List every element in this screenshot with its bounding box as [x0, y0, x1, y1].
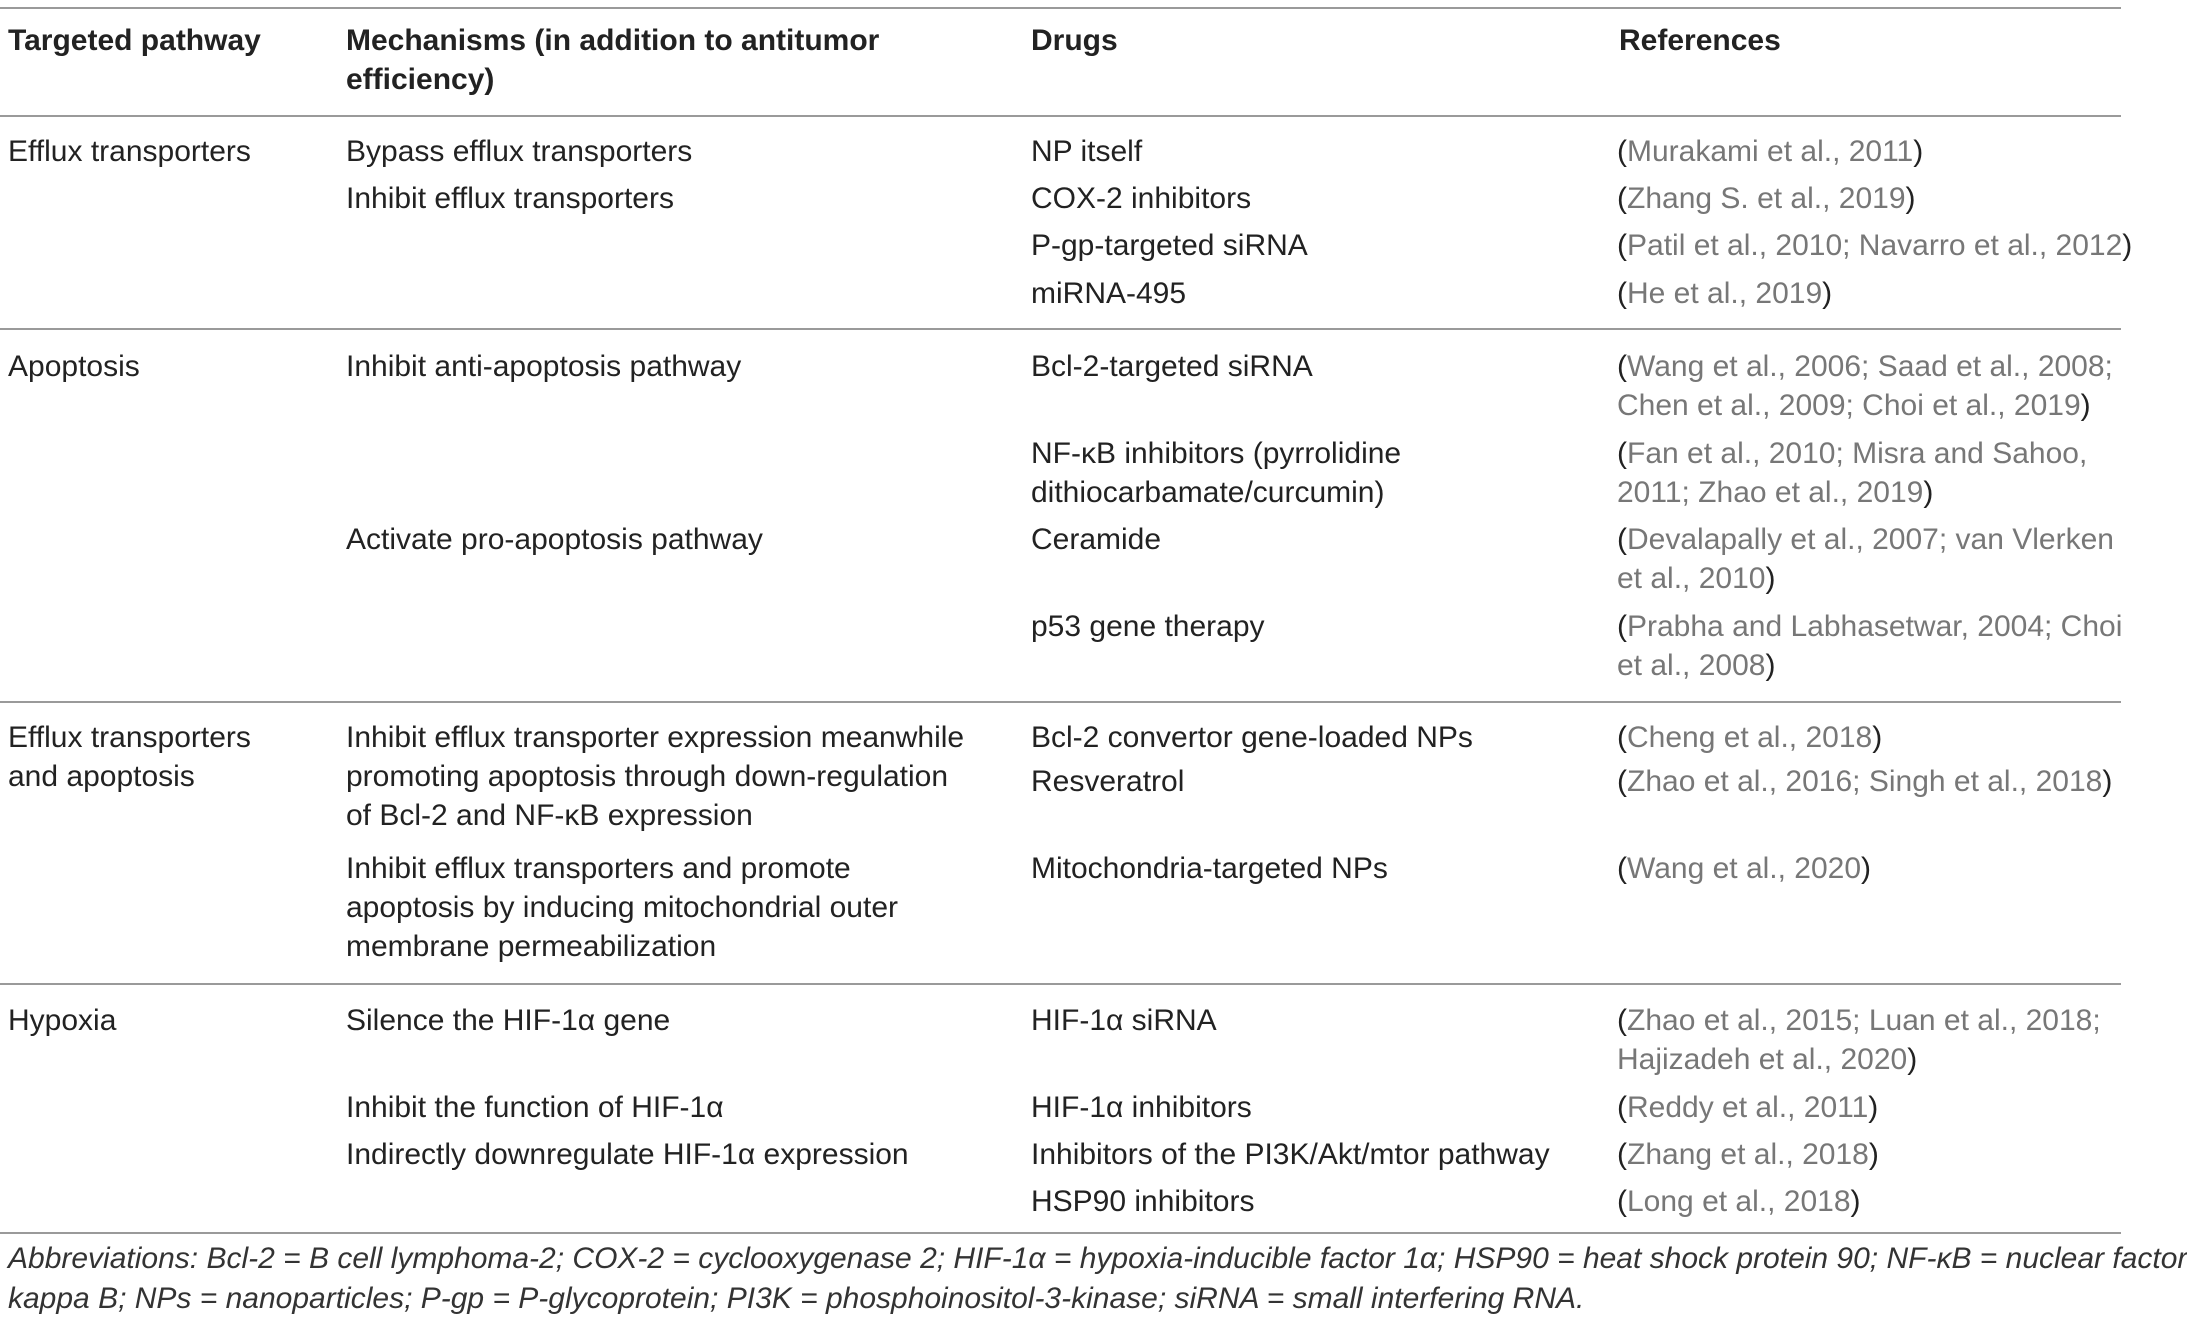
- cell-line: Efflux transporters: [8, 721, 251, 754]
- reference-cell: [1617, 762, 2112, 801]
- pathway-cell: [8, 347, 140, 386]
- cell-line: (Zhang S. et al., 2019): [1617, 182, 1916, 215]
- cell-line: and apoptosis: [8, 760, 195, 793]
- reference-cell: [1617, 179, 1916, 218]
- drug-cell: [1031, 718, 1473, 757]
- group-divider-hypoxia: [0, 983, 2121, 985]
- drug-cell: [1031, 1135, 1550, 1174]
- cell-line: Inhibit efflux transporters: [346, 182, 674, 215]
- cell-line: Bcl-2 convertor gene-loaded NPs: [1031, 721, 1473, 754]
- cell-line: et al., 2010): [1617, 562, 1776, 595]
- pathway-cell: [8, 718, 251, 796]
- cell-line: Hypoxia: [8, 1004, 117, 1037]
- header-bottom-rule: [0, 115, 2121, 117]
- drug-cell: [1031, 607, 1265, 646]
- cell-line: Inhibit anti-apoptosis pathway: [346, 350, 742, 383]
- table-bottom-rule: [0, 1232, 2121, 1234]
- mechanism-cell: [346, 1135, 909, 1174]
- cell-line: (Wang et al., 2006; Saad et al., 2008;: [1617, 350, 2113, 383]
- cell-line: Indirectly downregulate HIF-1α expression: [346, 1138, 909, 1171]
- drug-cell: [1031, 520, 1161, 559]
- cell-line: miRNA-495: [1031, 277, 1187, 310]
- reference-cell: [1617, 1182, 1861, 1221]
- cell-line: Resveratrol: [1031, 765, 1185, 798]
- reference-cell: [1617, 849, 1871, 888]
- cell-line: (Zhao et al., 2015; Luan et al., 2018;: [1617, 1004, 2101, 1037]
- header-mechanisms-line-2: efficiency): [346, 63, 495, 96]
- cell-line: (Long et al., 2018): [1617, 1185, 1861, 1218]
- mechanism-cell: [346, 179, 674, 218]
- table-top-rule: [0, 7, 2121, 9]
- header-mechanisms-line-1: Mechanisms (in addition to antitumor: [346, 24, 880, 57]
- reference-cell: [1617, 520, 2114, 598]
- cell-line: promoting apoptosis through down-regulation: [346, 760, 949, 793]
- drug-cell: [1031, 1182, 1254, 1221]
- drug-cell: [1031, 1001, 1217, 1040]
- cell-line: Hajizadeh et al., 2020): [1617, 1043, 1918, 1076]
- footnote-line-1: Abbreviations: Bcl-2 = B cell lymphoma-2; COX-2 = cyclooxygenase 2; HIF-1α = hypoxia-inducible factor 1α; HSP90 = heat shock protein 90; NF-κB = nuclear factor: [8, 1242, 2187, 1275]
- drug-cell: [1031, 226, 1308, 265]
- cell-line: (Zhang et al., 2018): [1617, 1138, 1879, 1171]
- cell-line: COX-2 inhibitors: [1031, 182, 1252, 215]
- cell-line: et al., 2008): [1617, 649, 1776, 682]
- drug-cell: [1031, 347, 1313, 386]
- cell-line: Bcl-2-targeted siRNA: [1031, 350, 1313, 383]
- reference-cell: [1617, 132, 1923, 171]
- reference-cell: [1617, 347, 2113, 425]
- drug-cell: [1031, 274, 1186, 313]
- reference-cell: [1617, 1088, 1878, 1127]
- cell-line: (Prabha and Labhasetwar, 2004; Choi: [1617, 610, 2123, 643]
- drug-cell: [1031, 1088, 1252, 1127]
- header-references: References: [1619, 24, 1781, 57]
- drug-cell: [1031, 179, 1251, 218]
- cell-line: P-gp-targeted siRNA: [1031, 229, 1308, 262]
- cell-line: Inhibit efflux transporters and promote: [346, 852, 851, 885]
- cell-line: Chen et al., 2009; Choi et al., 2019): [1617, 389, 2091, 422]
- header-targeted-pathway: Targeted pathway: [8, 24, 261, 57]
- cell-line: (Wang et al., 2020): [1617, 852, 1872, 885]
- cell-line: Inhibitors of the PI3K/Akt/mtor pathway: [1031, 1138, 1550, 1171]
- drug-cell: [1031, 132, 1142, 171]
- reference-cell: [1617, 1135, 1879, 1174]
- cell-line: (Murakami et al., 2011): [1617, 135, 1924, 168]
- abbreviations-footnote: [8, 1239, 2187, 1319]
- cell-line: Activate pro-apoptosis pathway: [346, 523, 763, 556]
- reference-cell: [1617, 607, 2122, 685]
- cell-line: HIF-1α siRNA: [1031, 1004, 1217, 1037]
- reference-cell: [1617, 274, 1832, 313]
- mechanism-cell: [346, 520, 763, 559]
- cell-line: HSP90 inhibitors: [1031, 1185, 1255, 1218]
- cell-line: apoptosis by inducing mitochondrial outer: [346, 891, 898, 924]
- cell-line: HIF-1α inhibitors: [1031, 1091, 1252, 1124]
- cell-line: NF-κB inhibitors (pyrrolidine: [1031, 437, 1402, 470]
- footnote-line-2: kappa B; NPs = nanoparticles; P-gp = P-glycoprotein; PI3K = phosphoinositol-3-kinase; siRNA = small interfering RNA.: [8, 1282, 1585, 1315]
- group-divider-efflux-apoptosis: [0, 701, 2121, 703]
- cell-line: (Patil et al., 2010; Navarro et al., 2012): [1617, 229, 2133, 262]
- mechanism-cell: [346, 347, 741, 386]
- cell-line: 2011; Zhao et al., 2019): [1617, 476, 1934, 509]
- drug-cell: [1031, 849, 1388, 888]
- reference-cell: [1617, 718, 1882, 757]
- cell-line: p53 gene therapy: [1031, 610, 1265, 643]
- mechanism-cell: [346, 1001, 670, 1040]
- reference-cell: [1617, 1001, 2101, 1079]
- cell-line: (Cheng et al., 2018): [1617, 721, 1883, 754]
- drug-cell: [1031, 434, 1401, 512]
- pathway-cell: [8, 132, 251, 171]
- cell-line: of Bcl-2 and NF-κB expression: [346, 799, 753, 832]
- drug-cell: [1031, 762, 1184, 801]
- header-drugs: Drugs: [1031, 24, 1118, 57]
- cell-line: (Zhao et al., 2016; Singh et al., 2018): [1617, 765, 2113, 798]
- mechanism-cell: [346, 132, 692, 171]
- reference-cell: [1617, 434, 2087, 512]
- mechanism-cell: [346, 849, 898, 966]
- cell-line: Ceramide: [1031, 523, 1162, 556]
- cell-line: Silence the HIF-1α gene: [346, 1004, 671, 1037]
- cell-line: Inhibit efflux transporter expression meanwhile: [346, 721, 965, 754]
- cell-line: (Reddy et al., 2011): [1617, 1091, 1879, 1124]
- pathway-cell: [8, 1001, 116, 1040]
- cell-line: (Fan et al., 2010; Misra and Sahoo,: [1617, 437, 2088, 470]
- cell-line: Mitochondria-targeted NPs: [1031, 852, 1388, 885]
- cell-line: dithiocarbamate/curcumin): [1031, 476, 1385, 509]
- mechanism-cell: [346, 1088, 724, 1127]
- cell-line: (He et al., 2019): [1617, 277, 1833, 310]
- mechanism-cell: [346, 718, 964, 835]
- reference-cell: [1617, 226, 2132, 265]
- cell-line: Apoptosis: [8, 350, 140, 383]
- cell-line: Efflux transporters: [8, 135, 251, 168]
- cell-line: Inhibit the function of HIF-1α: [346, 1091, 724, 1124]
- cell-line: (Devalapally et al., 2007; van Vlerken: [1617, 523, 2114, 556]
- cell-line: NP itself: [1031, 135, 1143, 168]
- header-mechanisms: [346, 21, 879, 99]
- group-divider-apoptosis: [0, 328, 2121, 330]
- cell-line: Bypass efflux transporters: [346, 135, 693, 168]
- cell-line: membrane permeabilization: [346, 930, 717, 963]
